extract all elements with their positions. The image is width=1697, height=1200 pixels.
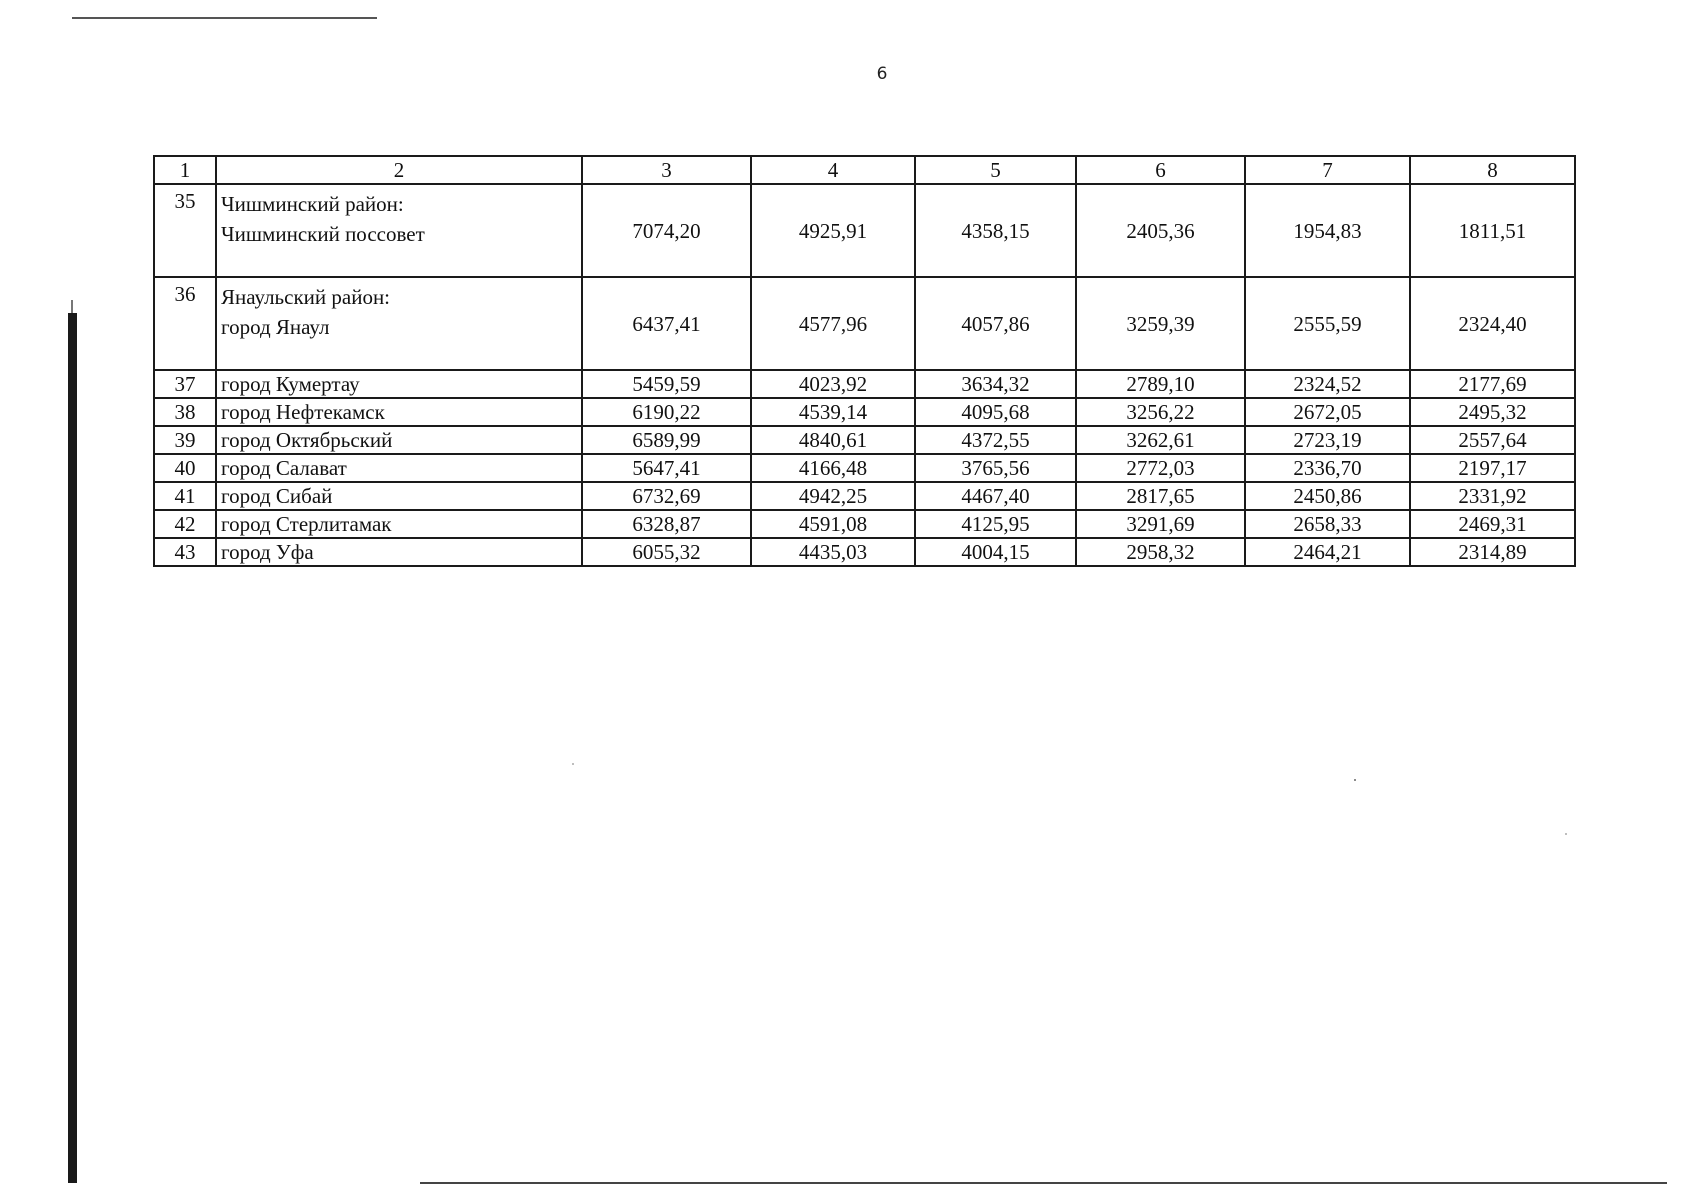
scan-left-edge-bar (68, 313, 77, 1183)
cell-value: 2672,05 (1245, 398, 1410, 426)
row-name: город Октябрьский (216, 426, 582, 454)
cell-value: 6328,87 (582, 510, 751, 538)
column-number: 8 (1410, 156, 1575, 184)
cell-value: 2557,64 (1410, 426, 1575, 454)
table-row (154, 482, 1575, 510)
table-row (154, 398, 1575, 426)
cell-value: 4004,15 (915, 538, 1076, 566)
cell-value: 2197,17 (1410, 454, 1575, 482)
cell-value: 2324,40 (1410, 277, 1575, 370)
row-name-line: город Янаул (221, 315, 330, 339)
cell-value: 4942,25 (751, 482, 915, 510)
table-row (154, 184, 1575, 277)
cell-value: 2336,70 (1245, 454, 1410, 482)
row-number: 37 (154, 370, 216, 398)
row-name: город Уфа (216, 538, 582, 566)
cell-value: 4591,08 (751, 510, 915, 538)
cell-value: 2331,92 (1410, 482, 1575, 510)
row-name (216, 184, 582, 277)
column-number: 4 (751, 156, 915, 184)
cell-value: 4095,68 (915, 398, 1076, 426)
row-number: 38 (154, 398, 216, 426)
row-name: город Стерлитамак (216, 510, 582, 538)
table-row (154, 454, 1575, 482)
cell-value: 4125,95 (915, 510, 1076, 538)
column-number: 6 (1076, 156, 1245, 184)
cell-value: 2450,86 (1245, 482, 1410, 510)
cell-value: 4840,61 (751, 426, 915, 454)
cell-value: 5647,41 (582, 454, 751, 482)
cell-value: 6589,99 (582, 426, 751, 454)
cell-value: 4435,03 (751, 538, 915, 566)
column-number: 5 (915, 156, 1076, 184)
table-row (154, 538, 1575, 566)
scan-top-edge-line (72, 17, 377, 19)
row-name: город Нефтекамск (216, 398, 582, 426)
cell-value: 2324,52 (1245, 370, 1410, 398)
cell-value: 2958,32 (1076, 538, 1245, 566)
cell-value: 4577,96 (751, 277, 915, 370)
row-name: город Салават (216, 454, 582, 482)
row-name-line: Чишминский поссовет (221, 222, 425, 246)
cell-value: 4539,14 (751, 398, 915, 426)
cell-value: 3262,61 (1076, 426, 1245, 454)
cell-value: 2405,36 (1076, 184, 1245, 277)
scan-speck (1354, 779, 1356, 781)
cell-value: 4166,48 (751, 454, 915, 482)
cell-value: 3634,32 (915, 370, 1076, 398)
row-number: 35 (154, 184, 216, 277)
cell-value: 3256,22 (1076, 398, 1245, 426)
cell-value: 4372,55 (915, 426, 1076, 454)
row-name (216, 277, 582, 370)
cell-value: 3291,69 (1076, 510, 1245, 538)
cell-value: 4057,86 (915, 277, 1076, 370)
cell-value: 2177,69 (1410, 370, 1575, 398)
cell-value: 2772,03 (1076, 454, 1245, 482)
cell-value: 2789,10 (1076, 370, 1245, 398)
cell-value: 2469,31 (1410, 510, 1575, 538)
cell-value: 4925,91 (751, 184, 915, 277)
column-number: 1 (154, 156, 216, 184)
column-number: 7 (1245, 156, 1410, 184)
row-number: 41 (154, 482, 216, 510)
cell-value: 3765,56 (915, 454, 1076, 482)
scan-bottom-edge-line (420, 1182, 1667, 1184)
row-number: 42 (154, 510, 216, 538)
cell-value: 1954,83 (1245, 184, 1410, 277)
cell-value: 6732,69 (582, 482, 751, 510)
table-header-row (154, 156, 1575, 184)
scan-speck (1565, 833, 1567, 835)
cell-value: 5459,59 (582, 370, 751, 398)
scan-speck (572, 763, 574, 765)
cell-value: 2723,19 (1245, 426, 1410, 454)
row-number: 36 (154, 277, 216, 370)
cell-value: 7074,20 (582, 184, 751, 277)
cell-value: 2658,33 (1245, 510, 1410, 538)
page-number: 6 (876, 64, 888, 84)
cell-value: 2495,32 (1410, 398, 1575, 426)
cell-value: 2464,21 (1245, 538, 1410, 566)
row-name-line: Янаульский район: (221, 285, 391, 309)
cell-value: 6190,22 (582, 398, 751, 426)
table-row (154, 510, 1575, 538)
row-number: 39 (154, 426, 216, 454)
table-row (154, 370, 1575, 398)
column-number: 3 (582, 156, 751, 184)
row-name: город Сибай (216, 482, 582, 510)
row-number: 40 (154, 454, 216, 482)
cell-value: 2817,65 (1076, 482, 1245, 510)
row-name-line: Чишминский район: (221, 192, 404, 216)
cell-value: 6437,41 (582, 277, 751, 370)
cell-value: 3259,39 (1076, 277, 1245, 370)
table-row (154, 426, 1575, 454)
cell-value: 1811,51 (1410, 184, 1575, 277)
table-row (154, 277, 1575, 370)
data-table (153, 155, 1576, 567)
cell-value: 4467,40 (915, 482, 1076, 510)
cell-value: 6055,32 (582, 538, 751, 566)
row-number: 43 (154, 538, 216, 566)
cell-value: 2314,89 (1410, 538, 1575, 566)
cell-value: 4023,92 (751, 370, 915, 398)
cell-value: 4358,15 (915, 184, 1076, 277)
column-number: 2 (216, 156, 582, 184)
row-name: город Кумертау (216, 370, 582, 398)
cell-value: 2555,59 (1245, 277, 1410, 370)
